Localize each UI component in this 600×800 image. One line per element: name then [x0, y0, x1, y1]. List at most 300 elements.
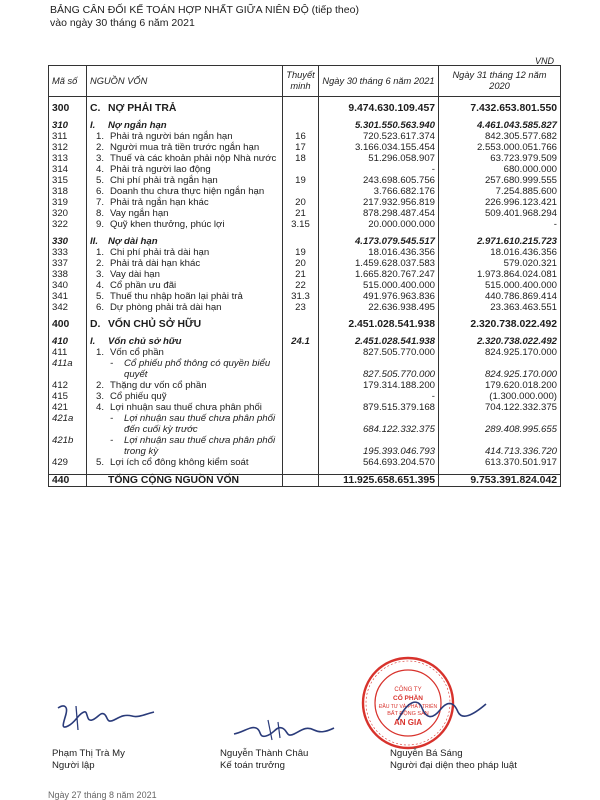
row-note: 19 — [283, 175, 319, 186]
table-row — [49, 280, 561, 291]
table-row — [49, 291, 561, 302]
row-label-wrap — [90, 391, 279, 402]
row-note — [283, 457, 319, 468]
row-label: Thặng dư vốn cổ phần — [110, 380, 207, 391]
row-name — [87, 402, 283, 413]
row-name — [87, 103, 283, 114]
row-item-number: 3. — [96, 391, 105, 402]
table-row — [49, 475, 561, 487]
row-note: 19 — [283, 247, 319, 258]
row-item-number: 2. — [96, 142, 105, 153]
row-label: Vay dài hạn — [110, 269, 160, 280]
row-name — [87, 319, 283, 330]
row-code: 440 — [49, 475, 87, 487]
row-code: 318 — [49, 186, 87, 197]
row-label: TỔNG CỘNG NGUỒN VỐN — [108, 475, 240, 486]
row-code: 341 — [49, 291, 87, 302]
row-item-number: 4. — [96, 280, 105, 291]
row-item-number: 7. — [96, 197, 105, 208]
row-label-text — [108, 319, 279, 330]
row-label-text — [110, 391, 279, 402]
row-value-current: 1.665.820.767.247 — [319, 269, 439, 280]
table-row — [49, 302, 561, 313]
row-code: 400 — [49, 319, 87, 330]
row-item-number: 2. — [96, 258, 105, 269]
row-value-previous: 414.713.336.720 — [484, 446, 557, 457]
row-value-previous: 2.320.738.022.492 — [470, 319, 557, 330]
row-label: Lợi nhuận sau thuế chưa phân phối — [110, 402, 262, 413]
table-row — [49, 336, 561, 347]
row-name — [87, 219, 283, 230]
row-label-wrap — [90, 142, 279, 153]
row-code: 421 — [49, 402, 87, 413]
row-value-previous: 613.370.501.917 — [484, 457, 557, 468]
row-label-text — [110, 142, 279, 153]
row-note — [283, 435, 319, 457]
row-label-wrap — [90, 336, 279, 347]
row-label: Doanh thu chưa thực hiện ngắn hạn — [110, 186, 265, 197]
table-row — [49, 435, 561, 457]
row-item-number: 2. — [96, 380, 105, 391]
row-value-previous: 579.020.321 — [503, 258, 557, 269]
row-label: VỐN CHỦ SỞ HỮU — [108, 319, 202, 330]
row-note — [283, 186, 319, 197]
row-value-current: 827.505.770.000 — [319, 358, 439, 380]
row-label-text — [110, 186, 279, 197]
accountant-role: Kế toán trưởng — [220, 760, 285, 771]
row-label-wrap — [90, 380, 279, 391]
row-value-current: 515.000.400.000 — [319, 280, 439, 291]
row-label: NỢ PHẢI TRẢ — [108, 103, 177, 114]
row-label-text — [110, 347, 279, 358]
row-note: 23 — [283, 302, 319, 313]
row-name — [87, 236, 283, 247]
row-code: 342 — [49, 302, 87, 313]
row-label-text — [110, 380, 279, 391]
row-name — [87, 208, 283, 219]
row-value-current: 491.976.963.836 — [319, 291, 439, 302]
row-label-text — [110, 247, 279, 258]
row-label-text — [108, 236, 279, 247]
row-name — [87, 435, 283, 457]
row-name — [87, 280, 283, 291]
row-value-previous: 226.996.123.421 — [484, 197, 557, 208]
row-note — [283, 103, 319, 114]
table-row — [49, 269, 561, 280]
row-value-current: 3.166.034.155.454 — [319, 142, 439, 153]
row-note: 20 — [283, 258, 319, 269]
row-value-previous: 509.401.968.294 — [484, 208, 557, 219]
row-label-wrap — [90, 247, 279, 258]
row-value-current: - — [319, 164, 439, 175]
accountant-block — [220, 748, 308, 772]
row-code: 429 — [49, 457, 87, 468]
row-value-previous: 440.786.869.414 — [484, 291, 557, 302]
row-label-wrap — [90, 280, 279, 291]
row-item-number: 3. — [96, 269, 105, 280]
row-label: Lợi nhuận sau thuế chưa phân phối trong kỳ — [124, 435, 276, 457]
row-label-text — [108, 475, 279, 486]
row-code: 337 — [49, 258, 87, 269]
row-label-text — [110, 219, 279, 230]
row-value-current: 179.314.188.200 — [319, 380, 439, 391]
row-note — [283, 120, 319, 131]
row-value-current: 4.173.079.545.517 — [319, 236, 439, 247]
table-row — [49, 413, 561, 435]
row-note: 20 — [283, 197, 319, 208]
row-name — [87, 302, 283, 313]
row-code: 315 — [49, 175, 87, 186]
row-label-text — [108, 120, 279, 131]
row-label-text — [124, 358, 279, 380]
currency-unit: VND — [534, 56, 554, 66]
row-value-previous: 4.461.043.585.827 — [476, 120, 557, 131]
row-name — [87, 269, 283, 280]
row-name — [87, 120, 283, 131]
row-note: 24.1 — [283, 336, 319, 347]
row-code: 333 — [49, 247, 87, 258]
row-note: 22 — [283, 280, 319, 291]
row-label-wrap — [90, 435, 279, 457]
row-item-number: 6. — [96, 186, 105, 197]
row-label: Cổ phiếu phổ thông có quyền biểu quyết — [124, 358, 271, 380]
row-value-previous: 7.432.653.801.550 — [470, 103, 557, 114]
row-item-number: 5. — [96, 457, 105, 468]
row-section-number: D. — [90, 319, 101, 330]
table-row — [49, 258, 561, 269]
row-label: Nợ dài hạn — [108, 236, 158, 247]
row-value-current: 2.451.028.541.938 — [319, 336, 439, 347]
row-note: 3.15 — [283, 219, 319, 230]
row-value-previous: 2.553.000.051.766 — [476, 142, 557, 153]
row-label: Vay ngắn hạn — [110, 208, 169, 219]
row-label: Nợ ngắn hạn — [108, 120, 167, 131]
row-value-previous: 2.971.610.215.723 — [476, 236, 557, 247]
row-value-previous: 1.973.864.024.081 — [476, 269, 557, 280]
row-label-wrap — [90, 208, 279, 219]
table-row — [49, 175, 561, 186]
row-name — [87, 457, 283, 468]
preparer-name: Phạm Thị Trà My — [52, 748, 125, 759]
row-label-text — [108, 336, 279, 347]
table-row — [49, 319, 561, 330]
row-note — [283, 380, 319, 391]
row-item-number: 4. — [96, 164, 105, 175]
row-label: Dự phòng phải trả dài hạn — [110, 302, 222, 313]
header-name: NGUỒN VỐN — [87, 66, 283, 97]
row-name — [87, 380, 283, 391]
row-label-wrap — [90, 258, 279, 269]
row-note — [283, 402, 319, 413]
row-item-number: 1. — [96, 131, 105, 142]
report-title: BẢNG CÂN ĐỐI KẾ TOÁN HỢP NHẤT GIỮA NIÊN ĐỘ (tiếp theo) — [50, 4, 359, 16]
row-item-number: 9. — [96, 219, 105, 230]
row-label-wrap — [90, 131, 279, 142]
row-label: Phải trả người bán ngắn hạn — [110, 131, 233, 142]
row-note — [283, 358, 319, 380]
row-label-text — [110, 175, 279, 186]
table-row — [49, 186, 561, 197]
table-row — [49, 358, 561, 380]
row-item-number: 1. — [96, 247, 105, 258]
row-item-number: 5. — [96, 291, 105, 302]
row-value-current: 564.693.204.570 — [319, 457, 439, 468]
row-label-text — [108, 103, 279, 114]
row-item-number: 5. — [96, 175, 105, 186]
row-value-previous: 9.753.391.824.042 — [439, 475, 561, 487]
row-value-previous: 18.016.436.356 — [490, 247, 557, 258]
row-code: 411 — [49, 347, 87, 358]
row-value-previous: 257.680.999.555 — [484, 175, 557, 186]
row-label-text — [124, 435, 279, 457]
row-value-current: 9.474.630.109.457 — [319, 103, 439, 114]
row-value-current: 22.636.938.495 — [319, 302, 439, 313]
row-code: 320 — [49, 208, 87, 219]
row-note: 18 — [283, 153, 319, 164]
row-note — [283, 391, 319, 402]
row-label-text — [110, 258, 279, 269]
accountant-signature-icon — [228, 712, 338, 746]
preparer-signature-icon — [54, 700, 164, 736]
report-header — [50, 4, 359, 30]
row-label-text — [110, 280, 279, 291]
row-value-current: - — [319, 391, 439, 402]
row-name — [87, 391, 283, 402]
row-value-current: 11.925.658.651.395 — [319, 475, 439, 487]
row-label-wrap — [90, 103, 279, 114]
row-value-previous: 2.320.738.022.492 — [476, 336, 557, 347]
row-item-number: 6. — [96, 302, 105, 313]
row-name — [87, 175, 283, 186]
legal-rep-block — [390, 748, 517, 772]
table-row — [49, 457, 561, 468]
table-row — [49, 142, 561, 153]
row-code: 310 — [49, 120, 87, 131]
row-value-current: 51.296.058.907 — [319, 153, 439, 164]
seal-text: ĐẦU TƯ VÀ PHÁT TRIỂN — [378, 704, 438, 710]
row-label-wrap — [90, 236, 279, 247]
row-value-current: 243.698.605.756 — [319, 175, 439, 186]
row-value-previous: (1.300.000.000) — [489, 391, 557, 402]
row-label-text — [110, 164, 279, 175]
row-value-current: 2.451.028.541.938 — [319, 319, 439, 330]
row-value-previous: 179.620.018.200 — [484, 380, 557, 391]
row-note: 17 — [283, 142, 319, 153]
row-label: Vốn cổ phần — [110, 347, 164, 358]
row-item-number: - — [110, 435, 114, 446]
row-note — [283, 164, 319, 175]
row-label-wrap — [90, 197, 279, 208]
row-note: 31.3 — [283, 291, 319, 302]
row-name — [87, 153, 283, 164]
row-section-number: II. — [90, 236, 98, 247]
row-item-number: - — [110, 413, 114, 424]
row-code: 411a — [49, 358, 87, 380]
row-name — [87, 186, 283, 197]
row-name — [87, 413, 283, 435]
row-name — [87, 347, 283, 358]
row-code: 421b — [49, 435, 87, 457]
table-row — [49, 391, 561, 402]
row-value-current: 827.505.770.000 — [319, 347, 439, 358]
row-section-number: C. — [90, 103, 101, 114]
row-label-wrap — [90, 291, 279, 302]
row-name — [87, 336, 283, 347]
table-row — [49, 402, 561, 413]
row-label-wrap — [90, 164, 279, 175]
table-body — [49, 97, 561, 487]
row-label-wrap — [90, 219, 279, 230]
row-value-current: 5.301.550.563.940 — [319, 120, 439, 131]
row-label-wrap — [90, 457, 279, 468]
row-value-previous: 842.305.577.682 — [484, 131, 557, 142]
row-label-wrap — [90, 358, 279, 380]
row-label: Lợi ích cổ đông không kiểm soát — [110, 457, 249, 468]
row-item-number: - — [110, 358, 114, 369]
row-label-wrap — [90, 319, 279, 330]
row-note — [283, 413, 319, 435]
row-code: 311 — [49, 131, 87, 142]
row-value-previous: 289.408.995.655 — [484, 424, 557, 435]
table-row — [49, 247, 561, 258]
row-code: 338 — [49, 269, 87, 280]
row-label-wrap — [90, 413, 279, 435]
row-code: 312 — [49, 142, 87, 153]
row-label-text — [110, 291, 279, 302]
row-label-text — [110, 457, 279, 468]
row-value-current: 195.393.046.793 — [319, 435, 439, 457]
row-label: Phải trả người lao động — [110, 164, 211, 175]
accountant-name: Nguyễn Thành Châu — [220, 748, 309, 759]
row-code: 421a — [49, 413, 87, 435]
table-row — [49, 219, 561, 230]
row-value-current: 18.016.436.356 — [319, 247, 439, 258]
row-label-text — [110, 153, 279, 164]
row-note — [283, 347, 319, 358]
table-row — [49, 120, 561, 131]
row-item-number: 3. — [96, 153, 105, 164]
row-label-text — [110, 131, 279, 142]
row-value-previous: 23.363.463.551 — [490, 302, 557, 313]
table-row — [49, 236, 561, 247]
table-row — [49, 347, 561, 358]
seal-text: BẤT ĐỘNG SẢN — [387, 711, 429, 717]
row-value-previous: 704.122.332.375 — [484, 402, 557, 413]
row-label: Phải trả dài hạn khác — [110, 258, 201, 269]
row-name — [87, 131, 283, 142]
row-code: 412 — [49, 380, 87, 391]
table-row — [49, 197, 561, 208]
row-label-text — [110, 402, 279, 413]
row-section-number: I. — [90, 336, 96, 347]
row-item-number: 8. — [96, 208, 105, 219]
row-label-wrap — [90, 402, 279, 413]
row-name — [87, 291, 283, 302]
seal-text: CỔ PHẦN — [393, 695, 423, 702]
row-label-wrap — [90, 186, 279, 197]
row-label-text — [110, 269, 279, 280]
row-name — [87, 358, 283, 380]
seal-text: AN GIA — [394, 718, 422, 727]
row-item-number: 4. — [96, 402, 105, 413]
row-label-wrap — [90, 175, 279, 186]
row-value-current: 684.122.332.375 — [319, 413, 439, 435]
row-code: 319 — [49, 197, 87, 208]
balance-sheet-table — [48, 65, 561, 487]
row-note: 21 — [283, 269, 319, 280]
row-code: 313 — [49, 153, 87, 164]
table-row — [49, 131, 561, 142]
header-code: Mã số — [49, 66, 87, 97]
legal-representative-signature-icon — [392, 690, 492, 730]
seal-text: CÔNG TY — [394, 687, 422, 693]
row-label: Chi phí phải trả dài hạn — [110, 247, 210, 258]
row-value-previous: 7.254.885.600 — [495, 186, 557, 197]
row-item-number: 1. — [96, 347, 105, 358]
header-note: Thuyết minh — [283, 66, 319, 97]
preparer-role: Người lập — [52, 760, 95, 771]
row-label-wrap — [90, 347, 279, 358]
legal-rep-role: Người đại diện theo pháp luật — [390, 760, 517, 771]
row-name — [87, 258, 283, 269]
row-label-wrap — [90, 475, 279, 486]
table-row — [49, 164, 561, 175]
row-label-text — [110, 197, 279, 208]
row-label: Cổ phần ưu đãi — [110, 280, 177, 291]
row-label: Người mua trả tiền trước ngắn hạn — [110, 142, 260, 153]
row-note — [283, 319, 319, 330]
table-header-row — [49, 66, 561, 97]
row-label: Thuế và các khoản phải nộp Nhà nước — [110, 153, 277, 164]
row-label: Lợi nhuận sau thuế chưa phân phối đến cuối kỳ trước — [124, 413, 276, 435]
row-label: Vốn chủ sở hữu — [108, 336, 182, 347]
row-label-wrap — [90, 153, 279, 164]
row-value-current: 3.766.682.176 — [319, 186, 439, 197]
row-name — [87, 197, 283, 208]
header-current: Ngày 30 tháng 6 năm 2021 — [319, 66, 439, 97]
row-note: 16 — [283, 131, 319, 142]
row-section-number — [90, 475, 108, 486]
preparer-block — [52, 748, 125, 772]
signing-date: Ngày 27 tháng 8 năm 2021 — [48, 790, 157, 800]
row-value-current: 1.459.628.037.583 — [319, 258, 439, 269]
row-label-text — [110, 208, 279, 219]
row-label: Chi phí phải trả ngắn hạn — [110, 175, 218, 186]
row-value-current: 879.515.379.168 — [319, 402, 439, 413]
table-row — [49, 103, 561, 114]
row-value-previous: 515.000.400.000 — [484, 280, 557, 291]
row-label: Thuế thu nhập hoãn lại phải trả — [110, 291, 243, 302]
table-row — [49, 380, 561, 391]
row-value-previous: 63.723.979.509 — [490, 153, 557, 164]
row-label-text — [124, 413, 279, 435]
row-code: 410 — [49, 336, 87, 347]
row-section-number: I. — [90, 120, 96, 131]
row-code: 330 — [49, 236, 87, 247]
row-code: 300 — [49, 103, 87, 114]
row-note — [283, 475, 319, 487]
row-value-previous: - — [553, 219, 557, 230]
row-label: Phải trả ngắn hạn khác — [110, 197, 209, 208]
row-value-previous: 824.925.170.000 — [484, 369, 557, 380]
row-value-current: 20.000.000.000 — [319, 219, 439, 230]
row-value-current: 720.523.617.374 — [319, 131, 439, 142]
row-label-text — [110, 302, 279, 313]
table-row — [49, 208, 561, 219]
row-label: Quỹ khen thưởng, phúc lợi — [110, 219, 225, 230]
row-name — [87, 247, 283, 258]
row-label: Cổ phiếu quỹ — [110, 391, 167, 402]
